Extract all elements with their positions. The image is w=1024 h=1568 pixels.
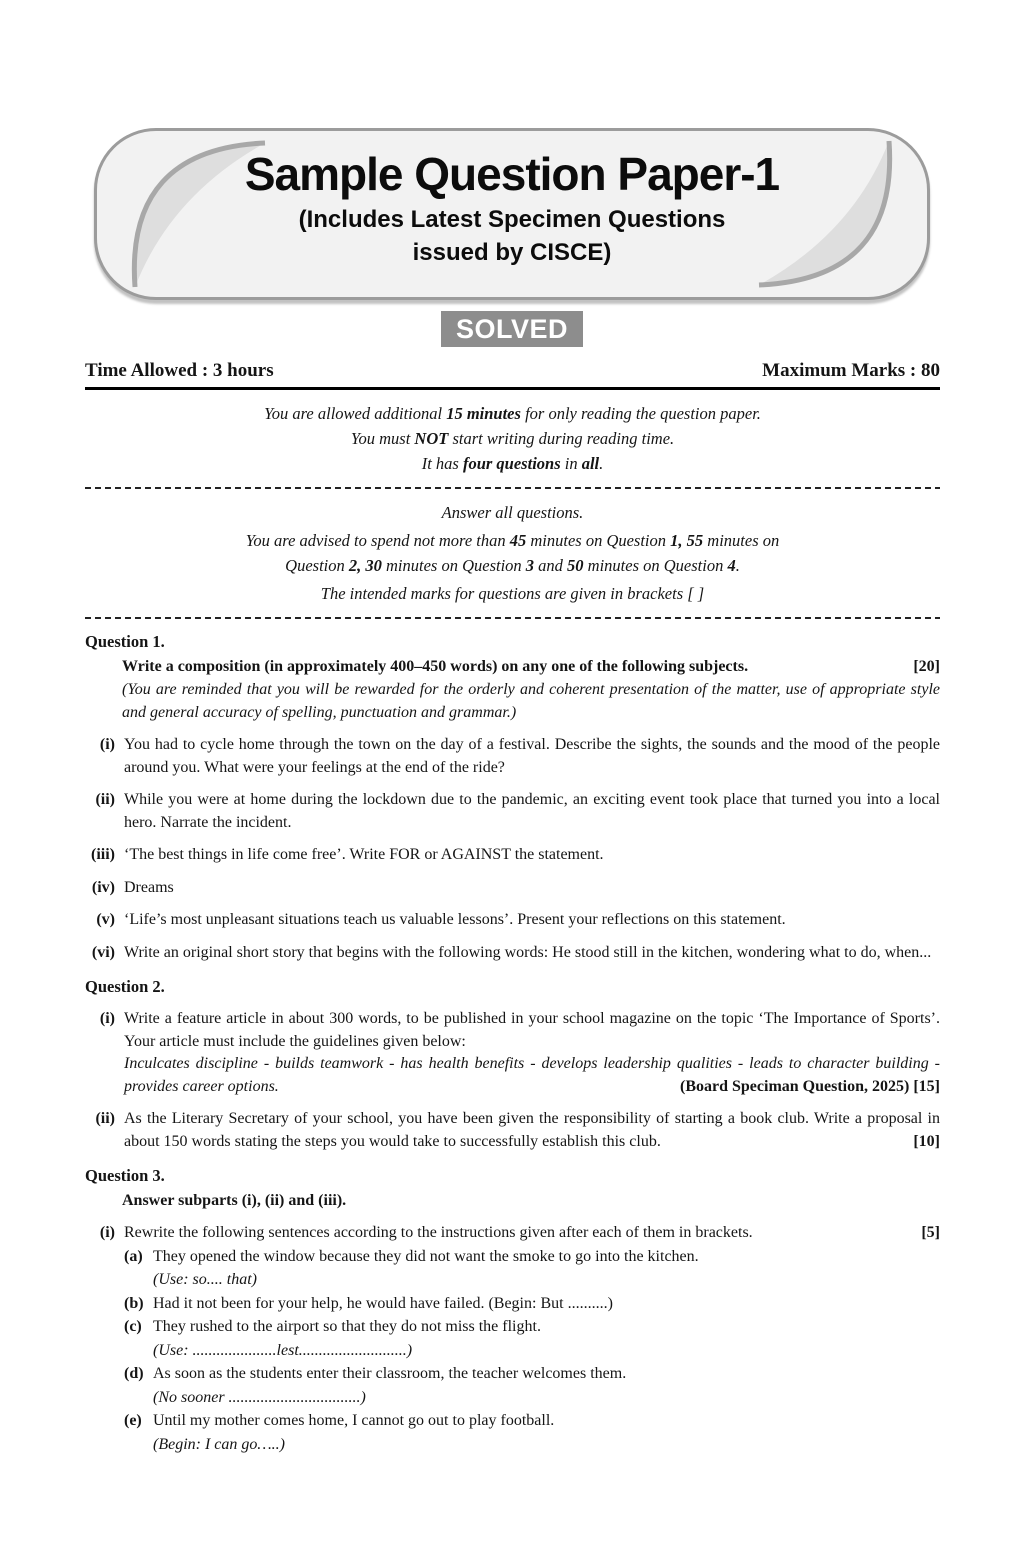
general-note-line2: You are advised to spend not more than 45 minutes on Question 1, 55 minutes on [245, 531, 780, 550]
list-item [85, 844, 940, 867]
list-item [85, 789, 940, 834]
sub-part [124, 1316, 940, 1339]
sub-part-label: (e) [124, 1412, 142, 1429]
sub-part-hint: (Use: .....................lest...........................) [153, 1341, 413, 1359]
sub-part-text: They opened the window because they did not want the smoke to go into the kitchen. [153, 1247, 699, 1265]
meta-divider [85, 387, 940, 390]
list-item [85, 1108, 940, 1153]
list-item [85, 942, 940, 965]
item-content [124, 1108, 940, 1153]
meta-row [85, 360, 940, 382]
item-marks: [5] [921, 1224, 940, 1241]
item-label: (ii) [95, 1110, 115, 1127]
sub-part-label: (d) [124, 1365, 144, 1382]
sub-part-label: (b) [124, 1294, 144, 1312]
item-label: (i) [99, 1010, 115, 1027]
general-note-line4: The intended marks for questions are given in brackets [ ] [320, 584, 705, 603]
question-1-marks: [20] [913, 658, 940, 675]
paper-content [0, 360, 1024, 1456]
list-item [85, 1008, 940, 1098]
item-label: (vi) [91, 943, 115, 961]
question-1-intro-row [122, 655, 940, 678]
dashed-divider-bottom [85, 617, 940, 619]
question-paper-page [0, 128, 1024, 1568]
item-text: ‘The best things in life come free’. Write FOR or AGAINST the statement. [124, 846, 604, 863]
page-subtitle-line2: issued by CISCE) [412, 239, 612, 266]
item-text: As the Literary Secretary of your school, you have been given the responsibility of starting a book club. Write a proposal in about 150 words stating the steps you would take to successfully establish this club. [124, 1110, 940, 1150]
sub-part-text: They rushed to the airport so that they do not miss the flight. [153, 1318, 541, 1335]
item-label: (ii) [95, 791, 115, 808]
item-label: (i) [99, 736, 115, 753]
item-text: Write an original short story that begins with the following words: He stood still in the kitchen, wondering what to do, when... [124, 943, 932, 961]
item-marks: [10] [913, 1132, 940, 1150]
maximum-marks-label: Maximum Marks : 80 [762, 360, 940, 381]
page-subtitle-line1: (Includes Latest Specimen Questions [298, 206, 726, 233]
sub-part-text: Had it not been for your help, he would have failed. (Begin: But ..........) [153, 1294, 613, 1312]
sub-part-label: (a) [124, 1247, 143, 1265]
reading-note [85, 401, 940, 476]
item-label: (v) [96, 911, 115, 928]
item-label: (i) [99, 1224, 115, 1241]
sub-part-hint: (Begin: I can go…..) [153, 1435, 285, 1453]
general-note-line3: Question 2, 30 minutes on Question 3 and 50 minutes on Question 4. [285, 556, 740, 575]
reading-note-line3: It has four questions in all. [421, 454, 604, 473]
item-text: ‘Life’s most unpleasant situations teach us valuable lessons’. Present your reflections on this statement. [124, 911, 786, 928]
attribution-and-marks: (Board Speciman Question, 2025) [15] [680, 1077, 940, 1095]
list-item [85, 909, 940, 932]
question-3-heading: Question 3. [85, 1166, 165, 1185]
solved-badge: SOLVED [441, 311, 583, 347]
item-text: Dreams [124, 878, 174, 896]
title-banner [94, 128, 930, 300]
question-2-heading: Question 2. [85, 977, 165, 996]
sub-part [124, 1363, 940, 1386]
general-note [85, 500, 940, 606]
time-allowed-label: Time Allowed : 3 hours [85, 360, 274, 381]
list-item [85, 734, 940, 779]
guidelines-text: Inculcates discipline - builds teamwork - has health benefits - develops leadership qualities - leads to character building - provides career options. [124, 1055, 940, 1095]
reading-note-line2: You must NOT start writing during reading time. [350, 429, 675, 448]
sub-part [124, 1246, 940, 1269]
question-3 [85, 1165, 940, 1456]
sub-part-label: (c) [124, 1318, 142, 1335]
list-item [85, 1222, 940, 1456]
sub-part-hint: (No sooner .................................) [153, 1388, 366, 1406]
item-text: Write a feature article in about 300 words, to be published in your school magazine on the topic ‘The Importance of Sports’. Your article must include the guidelines given below: [124, 1010, 940, 1050]
reading-note-line1: You are allowed additional 15 minutes for only reading the question paper. [264, 404, 761, 423]
item-text: Rewrite the following sentences according to the instructions given after each of them in brackets. [124, 1224, 753, 1241]
question-1-heading: Question 1. [85, 632, 165, 651]
item-text: You had to cycle home through the town on the day of a festival. Describe the sights, the sounds and the mood of the people around you. What were your feelings at the end of the ride? [124, 736, 940, 776]
item-label: (iii) [91, 846, 115, 863]
question-1-note: (You are reminded that you will be rewarded for the orderly and coherent presentation of the matter, use of appropriate style and general accuracy of spelling, punctuation and grammar.) [122, 681, 940, 721]
item-content [124, 1008, 940, 1098]
question-1 [85, 631, 940, 964]
dashed-divider-top [85, 487, 940, 489]
general-note-line1: Answer all questions. [441, 503, 584, 522]
sub-part [124, 1410, 940, 1433]
question-2 [85, 976, 940, 1153]
sub-part-hint: (Use: so.... that) [153, 1271, 257, 1288]
question-3-subheading: Answer subparts (i), (ii) and (iii). [122, 1192, 347, 1209]
item-text-row [124, 1222, 940, 1245]
item-text: While you were at home during the lockdown due to the pandemic, an exciting event took place that turned you into a local hero. Narrate the incident. [124, 791, 940, 831]
sub-part-text: As soon as the students enter their classroom, the teacher welcomes them. [153, 1365, 627, 1382]
item-label: (iv) [91, 878, 115, 896]
sub-part-text: Until my mother comes home, I cannot go out to play football. [153, 1412, 555, 1429]
item-guidelines [124, 1053, 940, 1098]
question-1-intro: Write a composition (in approximately 400–450 words) on any one of the following subjects. [122, 658, 749, 675]
solved-badge-row [0, 311, 1024, 347]
page-title: Sample Question Paper-1 [244, 148, 780, 200]
item-content [124, 1222, 940, 1456]
sub-part [124, 1293, 940, 1316]
list-item [85, 877, 940, 900]
